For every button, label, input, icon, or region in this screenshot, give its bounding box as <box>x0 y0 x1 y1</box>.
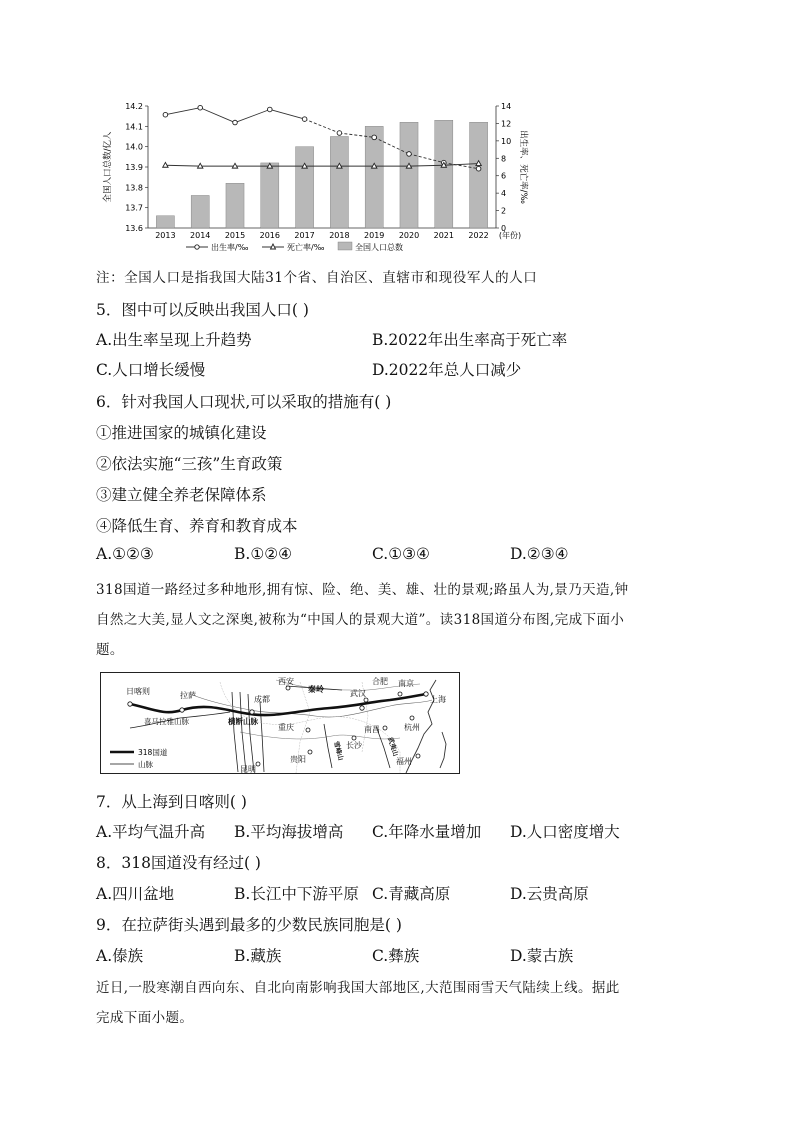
left-tick-label: 13.7 <box>125 203 143 213</box>
left-axis-title: 全国人口总数/亿人 <box>103 131 113 203</box>
q5-option-b[interactable]: B.2022年出生率高于死亡率 <box>372 331 568 349</box>
right-tick-label: 6 <box>501 171 507 181</box>
x-tick-label: 2017 <box>294 231 315 240</box>
legend-318: 318国道 <box>138 748 168 757</box>
right-tick-label: 12 <box>501 119 512 129</box>
q6-option-a[interactable]: A.①②③ <box>96 545 154 563</box>
q7-stem: 7．从上海到日喀则( ) <box>96 793 247 811</box>
right-axis-title: 出生率、死亡率/‰ <box>518 130 528 204</box>
population-bar <box>156 216 174 228</box>
population-bar <box>261 163 279 228</box>
q6-item-3: ③建立健全养老保障体系 <box>96 486 267 504</box>
birth-rate-point <box>476 166 481 171</box>
legend-swatch-triangle <box>271 244 276 249</box>
birth-rate-segment <box>270 109 305 119</box>
legend-label: 死亡率/‰ <box>287 243 325 252</box>
legend-swatch-bar <box>338 242 352 250</box>
label-fuzhou: 福州 <box>396 757 412 766</box>
q9-option-a[interactable]: A.傣族 <box>96 947 144 965</box>
q5-option-d[interactable]: D.2022年总人口减少 <box>372 361 522 379</box>
passage-cold-wave-line-2: 完成下面小题。 <box>96 1010 194 1026</box>
x-tick-label: 2022 <box>468 231 489 240</box>
right-tick-label: 8 <box>501 154 507 164</box>
right-tick-label: 10 <box>501 136 512 146</box>
q5-option-a[interactable]: A.出生率呈现上升趋势 <box>96 331 252 349</box>
q8-stem: 8．318国道没有经过( ) <box>96 854 261 872</box>
x-axis-suffix: (年份) <box>498 231 522 240</box>
population-bar <box>435 120 453 228</box>
q5-option-c[interactable]: C.人口增长缓慢 <box>96 361 206 379</box>
legend-mountain: 山脉 <box>138 760 153 769</box>
birth-rate-point <box>268 107 273 112</box>
label-changsha: 长沙 <box>346 741 362 750</box>
birth-rate-segment <box>200 108 235 123</box>
q7-option-a[interactable]: A.平均气温升高 <box>96 823 206 841</box>
q8-option-b[interactable]: B.长江中下游平原 <box>234 885 359 903</box>
q8-option-d[interactable]: D.云贵高原 <box>510 885 589 903</box>
x-tick-label: 2016 <box>259 231 280 240</box>
population-bar <box>365 126 383 228</box>
passage-318-line-3: 题。 <box>96 642 124 658</box>
q9-stem: 9．在拉萨街头遇到最多的少数民族同胞是( ) <box>96 916 402 934</box>
left-tick-label: 14.0 <box>125 142 143 152</box>
birth-rate-point <box>163 112 168 117</box>
q7-option-d[interactable]: D.人口密度增大 <box>510 823 620 841</box>
label-xuefeng: 雪峰山 <box>332 740 345 762</box>
x-tick-label: 2015 <box>224 231 246 240</box>
label-chongqing: 重庆 <box>278 723 294 732</box>
population-bar <box>226 183 244 228</box>
birth-rate-point <box>302 117 307 122</box>
right-tick-label: 2 <box>501 206 507 216</box>
birth-rate-point <box>198 105 203 110</box>
label-rikaze: 日喀则 <box>126 687 150 696</box>
passage-cold-wave-line-1: 近日,一股寒潮自西向东、自北向南影响我国大部地区,大范围雨雪天气陆续上线。据此 <box>96 980 620 996</box>
q6-item-1: ①推进国家的城镇化建设 <box>96 424 267 442</box>
x-tick-label: 2014 <box>190 231 211 240</box>
label-shanghai: 上海 <box>430 695 446 704</box>
label-wuhan: 武汉 <box>350 689 366 698</box>
label-xian: 西安 <box>278 677 294 686</box>
q6-option-b[interactable]: B.①②④ <box>234 545 293 563</box>
q9-option-c[interactable]: C.彝族 <box>372 947 420 965</box>
label-nanjing: 南京 <box>398 679 414 688</box>
passage-318-line-1: 318国道一路经过多种地形,拥有惊、险、绝、美、雄、壮的景观;路虽人为,景乃天造,钟 <box>96 582 629 598</box>
population-bar <box>470 122 488 228</box>
population-bar <box>296 147 314 228</box>
q6-option-d[interactable]: D.②③④ <box>510 545 569 563</box>
route-318-map <box>100 672 460 774</box>
x-tick-label: 2021 <box>433 231 454 240</box>
label-kunming: 昆明 <box>240 765 256 774</box>
legend-swatch-circle <box>195 245 199 249</box>
q6-option-c[interactable]: C.①③④ <box>372 545 430 563</box>
x-tick-label: 2020 <box>398 231 420 240</box>
birth-rate-segment <box>165 108 200 115</box>
label-wuyi: 武夷山 <box>386 736 400 758</box>
chart-note: 注：全国人口是指我国大陆31个省、自治区、直辖市和现役军人的人口 <box>96 270 538 286</box>
label-hefei: 合肥 <box>372 677 388 686</box>
x-tick-label: 2019 <box>364 231 385 240</box>
birth-rate-point <box>372 135 377 140</box>
right-tick-label: 4 <box>501 189 507 199</box>
q5-stem: 5．图中可以反映出我国人口( ) <box>96 301 309 319</box>
q9-option-b[interactable]: B.藏族 <box>234 947 282 965</box>
left-tick-label: 14.1 <box>125 122 143 132</box>
q7-option-b[interactable]: B.平均海拔增高 <box>234 823 344 841</box>
left-tick-label: 13.8 <box>125 183 143 193</box>
label-hengduan: 横断山脉 <box>228 717 258 726</box>
birth-rate-point <box>407 152 412 157</box>
q9-option-d[interactable]: D.蒙古族 <box>510 947 574 965</box>
label-himalaya: 喜马拉雅山脉 <box>144 717 189 726</box>
population-chart <box>96 96 526 256</box>
label-chengdu: 成都 <box>254 695 270 704</box>
right-tick-label: 0 <box>501 224 507 233</box>
label-lasa: 拉萨 <box>180 691 196 700</box>
left-tick-label: 13.6 <box>125 224 143 233</box>
q6-item-4: ④降低生育、养育和教育成本 <box>96 517 298 535</box>
x-tick-label: 2013 <box>155 231 176 240</box>
birth-rate-point <box>337 131 342 136</box>
birth-rate-segment <box>235 109 270 122</box>
population-bar <box>330 137 348 229</box>
population-bar <box>191 195 209 228</box>
q7-option-c[interactable]: C.年降水量增加 <box>372 823 482 841</box>
q6-stem: 6．针对我国人口现状,可以采取的措施有( ) <box>96 393 392 411</box>
birth-rate-point <box>233 120 238 125</box>
q8-option-a[interactable]: A.四川盆地 <box>96 885 175 903</box>
right-tick-label: 14 <box>501 102 512 111</box>
death-rate-segment <box>165 165 200 166</box>
label-nanchang: 南昌 <box>364 725 380 734</box>
label-qinling: 秦岭 <box>308 685 324 694</box>
birth-rate-segment <box>305 119 340 133</box>
population-bar <box>400 122 418 228</box>
q6-item-2: ②依法实施“三孩”生育政策 <box>96 455 283 473</box>
left-tick-label: 14.2 <box>125 102 143 111</box>
legend-label: 出生率/‰ <box>211 243 249 252</box>
label-hangzhou: 杭州 <box>404 723 420 732</box>
x-tick-label: 2018 <box>329 231 350 240</box>
passage-318-line-2: 自然之大美,显人文之深奥,被称为“中国人的景观大道”。读318国道分布图,完成下面小 <box>96 612 625 628</box>
q8-option-c[interactable]: C.青藏高原 <box>372 885 451 903</box>
legend-label: 全国人口总数 <box>355 243 403 252</box>
label-guiyang: 贵阳 <box>290 755 306 764</box>
left-tick-label: 13.9 <box>125 163 143 172</box>
